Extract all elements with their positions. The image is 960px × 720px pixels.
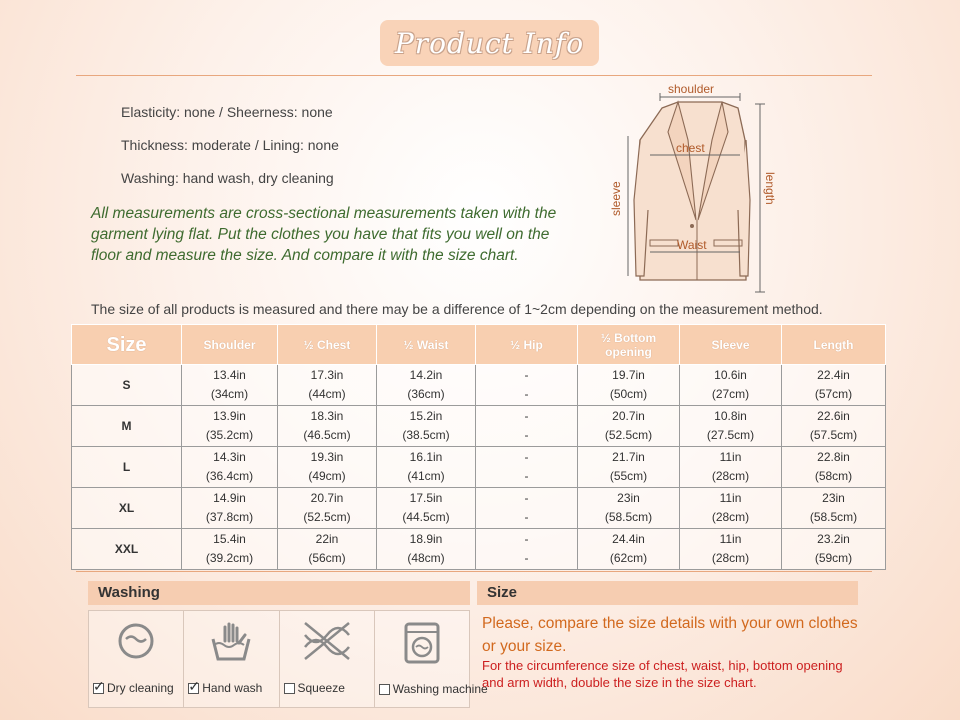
cell-inches: 18.3in [310, 409, 344, 423]
diagram-chest-label: chest [676, 141, 705, 155]
cell-centimeters: (58.5cm) [809, 510, 858, 524]
washing-machine-icon [402, 621, 442, 665]
cell-inches: 10.6in [714, 368, 747, 382]
cell-centimeters: (27.5cm) [706, 428, 755, 442]
cell-centimeters: - [524, 387, 529, 401]
cell-centimeters: (52.5cm) [604, 428, 653, 442]
cell-inches: 19.7in [612, 368, 645, 382]
cell-inches: 17.3in [310, 368, 344, 382]
cell-centimeters: (58cm) [814, 469, 853, 483]
cell-centimeters: (55cm) [609, 469, 648, 483]
cell-inches: 22.4in [817, 368, 850, 382]
cell-centimeters: (62cm) [609, 551, 648, 565]
cell-inches: 13.4in [213, 368, 246, 382]
header-waist: ½ Waist [377, 325, 476, 365]
cell-inches: 15.4in [213, 532, 246, 546]
size-heading: Size [477, 581, 858, 605]
table-cell [278, 447, 377, 488]
table-cell [377, 447, 476, 488]
squeeze-checkbox[interactable] [284, 683, 295, 694]
cell-inches: 21.7in [612, 450, 645, 464]
header-size: Size [72, 325, 182, 365]
cell-inches: 20.7in [310, 491, 344, 505]
header-chest: ½ Chest [278, 325, 377, 365]
table-row [72, 447, 886, 488]
cell-centimeters: (38.5cm) [402, 428, 450, 442]
table-cell [377, 365, 476, 406]
size-label-cell: M [72, 406, 182, 447]
table-cell [680, 406, 782, 447]
measurement-note: All measurements are cross-sectional measurements taken with the garment lying flat. Put the clothes you have that fits you well on the floor and measure the size. And compare it with the size chart. [91, 205, 557, 264]
cell-centimeters: (50cm) [609, 387, 648, 401]
table-cell [782, 488, 886, 529]
table-cell [476, 447, 578, 488]
table-cell [278, 406, 377, 447]
table-cell [782, 406, 886, 447]
cell-centimeters: (28cm) [711, 551, 750, 565]
dry-cleaning-icon [114, 621, 158, 661]
cell-centimeters: (52.5cm) [303, 510, 351, 524]
table-cell [278, 365, 377, 406]
size-compare-note: Please, compare the size details with your own clothes or your size. [482, 615, 858, 655]
header-hip: ½ Hip [476, 325, 578, 365]
diagram-shoulder-label: shoulder [668, 82, 715, 96]
table-row [72, 365, 886, 406]
cell-centimeters: (36.4cm) [205, 469, 254, 483]
table-row [72, 406, 886, 447]
table-cell [476, 365, 578, 406]
cell-inches: - [524, 532, 529, 546]
cell-centimeters: (59cm) [814, 551, 853, 565]
cell-inches: 16.1in [409, 450, 443, 464]
cell-centimeters: (56cm) [308, 551, 346, 565]
top-divider [76, 75, 872, 76]
cell-centimeters: (28cm) [711, 510, 750, 524]
cell-inches: 14.2in [409, 368, 443, 382]
measurement-difference-note: The size of all products is measured and there may be a difference of 1~2cm depending on the measurement method. [91, 301, 823, 317]
table-cell [278, 529, 377, 570]
table-cell [182, 447, 278, 488]
table-cell [476, 529, 578, 570]
washing-machine-label: Washing machine [392, 682, 488, 696]
table-cell [182, 406, 278, 447]
table-cell [182, 365, 278, 406]
title-banner [380, 20, 599, 66]
cell-inches: 24.4in [612, 532, 645, 546]
table-cell [782, 365, 886, 406]
cell-centimeters: - [524, 428, 529, 442]
cell-centimeters: (36cm) [407, 387, 445, 401]
table-cell [578, 365, 680, 406]
size-label-cell: L [72, 447, 182, 488]
table-cell [578, 406, 680, 447]
cell-inches: 14.3in [213, 450, 246, 464]
table-cell [680, 488, 782, 529]
cell-centimeters: (37.8cm) [205, 510, 254, 524]
cell-centimeters: (28cm) [711, 469, 750, 483]
property-washing: Washing: hand wash, dry cleaning [121, 170, 334, 186]
cell-centimeters: (34cm) [210, 387, 249, 401]
cell-centimeters: - [524, 510, 529, 524]
property-thickness: Thickness: moderate / Lining: none [121, 137, 339, 153]
cell-inches: - [524, 368, 529, 382]
table-cell [578, 447, 680, 488]
property-elasticity: Elasticity: none / Sheerness: none [121, 104, 333, 120]
cell-inches: 23in [822, 491, 845, 505]
squeeze-label: Squeeze [297, 681, 345, 695]
cell-inches: 15.2in [409, 409, 443, 423]
cell-centimeters: (39.2cm) [205, 551, 254, 565]
table-cell [377, 488, 476, 529]
bottom-divider [76, 571, 872, 572]
table-cell [476, 406, 578, 447]
hand-wash-icon [209, 621, 253, 665]
dry-cleaning-label: Dry cleaning [107, 681, 174, 695]
cell-inches: 17.5in [409, 491, 443, 505]
diagram-waist-label: Waist [677, 238, 707, 252]
table-cell [782, 529, 886, 570]
table-cell [377, 529, 476, 570]
header-length: Length [782, 325, 886, 365]
washing-option-washing-machine [375, 611, 488, 707]
cell-inches: - [524, 409, 529, 423]
cell-centimeters: (48cm) [407, 551, 445, 565]
diagram-length-label: length [763, 172, 777, 205]
cell-inches: 23.2in [817, 532, 850, 546]
cell-centimeters: - [524, 469, 529, 483]
washing-option-hand-wash [184, 611, 279, 707]
cell-inches: 11in [719, 491, 742, 505]
table-cell [782, 447, 886, 488]
size-circumference-note: For the circumference size of chest, waist, hip, bottom opening and arm width, double the size in the size chart. [482, 658, 843, 690]
table-cell [182, 529, 278, 570]
table-cell [278, 488, 377, 529]
cell-inches: 20.7in [612, 409, 645, 423]
cell-inches: 11in [719, 532, 742, 546]
header-bottom-opening: ½ Bottom opening [578, 325, 680, 365]
cell-inches: 22in [315, 532, 339, 546]
washing-machine-checkbox[interactable] [379, 684, 390, 695]
cell-inches: - [524, 491, 529, 505]
header-sleeve: Sleeve [680, 325, 782, 365]
cell-inches: 23in [617, 491, 640, 505]
cell-centimeters: (41cm) [407, 469, 445, 483]
no-wring-icon [299, 621, 355, 661]
cell-centimeters: (46.5cm) [303, 428, 351, 442]
cell-inches: 22.6in [817, 409, 850, 423]
size-table-header-row [72, 325, 886, 365]
cell-inches: 13.9in [213, 409, 246, 423]
size-chart-table [71, 324, 886, 570]
cell-inches: 22.8in [817, 450, 850, 464]
table-cell [578, 488, 680, 529]
size-label-cell: XL [72, 488, 182, 529]
cell-inches: 10.8in [714, 409, 747, 423]
hand-wash-checkbox[interactable] [188, 683, 199, 694]
cell-inches: 11in [719, 450, 742, 464]
table-cell [680, 365, 782, 406]
table-cell [680, 447, 782, 488]
cell-inches: 18.9in [409, 532, 443, 546]
table-row [72, 529, 886, 570]
cell-centimeters: - [524, 551, 529, 565]
table-cell [680, 529, 782, 570]
dry-cleaning-checkbox[interactable] [93, 683, 104, 694]
cell-inches: - [524, 450, 529, 464]
cell-centimeters: (57.5cm) [809, 428, 858, 442]
table-cell [476, 488, 578, 529]
page-title: Product Info [394, 26, 585, 60]
washing-options [88, 610, 488, 708]
washing-option-squeeze [280, 611, 375, 707]
washing-option-dry-cleaning [89, 611, 184, 707]
size-label-cell: XXL [72, 529, 182, 570]
cell-inches: 14.9in [213, 491, 246, 505]
garment-diagram [600, 80, 800, 300]
cell-centimeters: (44.5cm) [402, 510, 450, 524]
table-cell [578, 529, 680, 570]
cell-centimeters: (58.5cm) [604, 510, 653, 524]
header-shoulder: Shoulder [182, 325, 278, 365]
table-cell [377, 406, 476, 447]
cell-inches: 19.3in [310, 450, 344, 464]
table-cell [182, 488, 278, 529]
cell-centimeters: (27cm) [711, 387, 750, 401]
washing-heading: Washing [88, 581, 470, 605]
cell-centimeters: (49cm) [308, 469, 346, 483]
hand-wash-label: Hand wash [202, 681, 263, 695]
table-row [72, 488, 886, 529]
size-label-cell: S [72, 365, 182, 406]
diagram-sleeve-label: sleeve [609, 181, 623, 216]
cell-centimeters: (57cm) [814, 387, 853, 401]
cell-centimeters: (44cm) [308, 387, 346, 401]
cell-centimeters: (35.2cm) [205, 428, 254, 442]
